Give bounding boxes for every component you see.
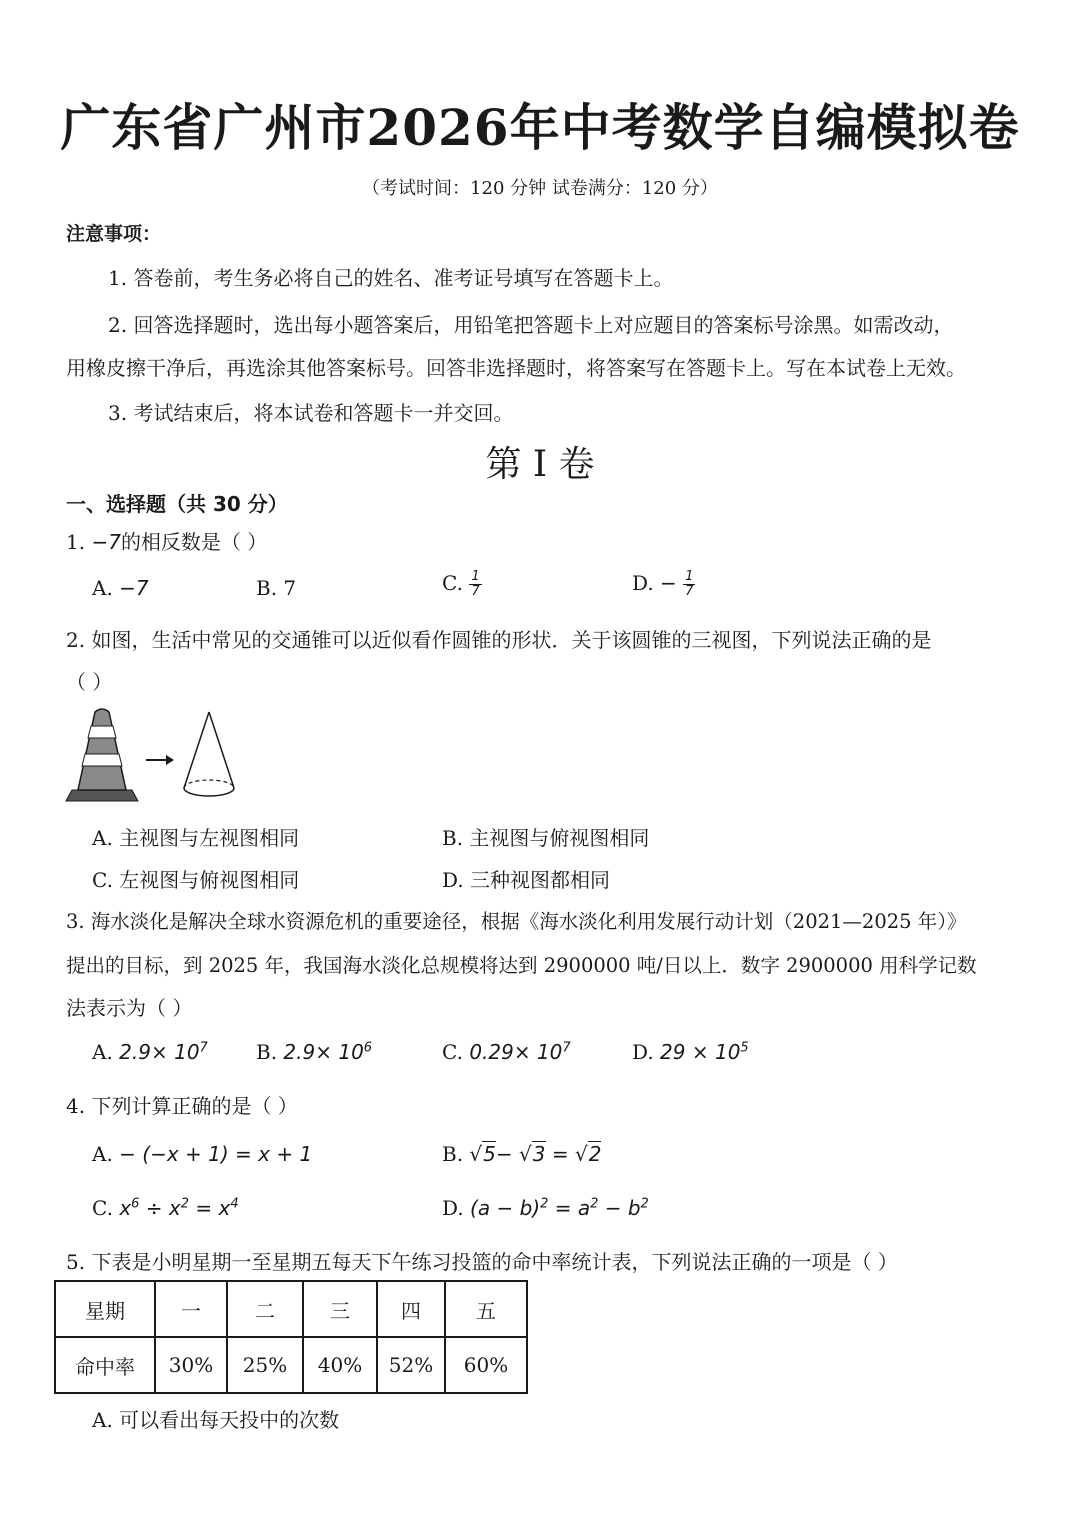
q4-option-a: A. − (−x + 1) = x + 1 (92, 1142, 313, 1166)
table-cell: 60% (445, 1337, 527, 1393)
question-2-stem-line-1: 2. 如图，生活中常见的交通锥可以近似看作圆锥的形状．关于该圆锥的三视图，下列说法正确的是 (66, 628, 932, 652)
part-title: 第 Ⅰ 卷 (485, 444, 595, 485)
q4-option-c: C. $x^6 \div x^2 = x^4$ (92, 1196, 239, 1220)
notice-item-3: 3. 考试结束后，将本试卷和答题卡一并交回。 (108, 401, 514, 425)
cone-diagram-icon (184, 712, 234, 796)
notice-item-2-line-1: 2. 回答选择题时，选出每小题答案后，用铅笔把答题卡上对应题目的答案标号涂黑。如需改动， (108, 313, 954, 337)
q1-option-a: A. −7 (92, 576, 149, 600)
q2-option-c: C. 左视图与俯视图相同 (92, 868, 300, 892)
exam-info: （考试时间：120 分钟 试卷满分：120 分） (362, 178, 718, 199)
traffic-cone-figure (62, 704, 242, 808)
traffic-cone-icon (66, 709, 138, 801)
question-1-stem: 1. −7的相反数是（ ） (66, 530, 268, 554)
page-title: 广东省广州市2026年中考数学自编模拟卷 (60, 98, 1020, 157)
q2-option-b: B. 主视图与俯视图相同 (442, 826, 650, 850)
section-title: 一、选择题（共 30 分） (66, 492, 288, 516)
table-row (55, 1337, 527, 1393)
table-cell: 三 (303, 1281, 377, 1337)
table-cell: 25% (227, 1337, 303, 1393)
question-3-stem-line-3: 法表示为（ ） (66, 996, 193, 1020)
notice-heading: 注意事项： (66, 223, 162, 245)
q3-option-b: B. $2.9\times 10^6$ (256, 1040, 373, 1064)
q3-option-c: C. $0.29\times 10^7$ (442, 1040, 571, 1064)
q2-option-a: A. 主视图与左视图相同 (92, 826, 300, 850)
question-2-stem-line-2: （ ） (66, 670, 113, 694)
q2-option-d: D. 三种视图都相同 (442, 868, 611, 892)
notice-item-1: 1. 答卷前，考生务必将自己的姓名、准考证号填写在答题卡上。 (108, 266, 674, 290)
table-cell: 五 (445, 1281, 527, 1337)
q1-option-d: D. − $\frac{1}{7}$ (632, 569, 694, 599)
table-cell: 二 (227, 1281, 303, 1337)
q4-option-d: D. $(a - b)^2 = a^2 - b^2$ (442, 1196, 649, 1220)
question-3-stem-line-2: 提出的目标，到 2025 年，我国海水淡化总规模将达到 2900000 吨/日以上．数字 2900000 用科学记数 (66, 954, 977, 977)
table-cell: 四 (377, 1281, 445, 1337)
q1-option-b: B. 7 (256, 576, 297, 600)
table-cell: 一 (155, 1281, 227, 1337)
q5-option-a: A. 可以看出每天投中的次数 (92, 1408, 340, 1432)
q1-expression: −7 (91, 530, 121, 554)
question-4-stem: 4. 下列计算正确的是（ ） (66, 1094, 298, 1118)
fraction: $\frac{1}{7}$ (471, 569, 480, 599)
question-5-stem: 5. 下表是小明星期一至星期五每天下午练习投篮的命中率统计表，下列说法正确的一项是（ ） (66, 1250, 898, 1274)
table-cell: 命中率 (55, 1337, 155, 1393)
q3-option-d: D. $29 \times 10^5$ (632, 1040, 749, 1064)
table-cell: 52% (377, 1337, 445, 1393)
hit-rate-table (54, 1280, 528, 1394)
q4-option-b: B. √5− √3 = √2 (442, 1142, 602, 1166)
q1-option-c: C. $\frac{1}{7}$ (442, 569, 480, 599)
q3-option-a: A. $2.9\times 10^7$ (92, 1040, 208, 1064)
table-row (55, 1281, 527, 1337)
notice-item-2-line-2: 用橡皮擦干净后，再选涂其他答案标号。回答非选择题时，将答案写在答题卡上。写在本试卷上无效。 (66, 356, 966, 380)
question-3-stem-line-1: 3. 海水淡化是解决全球水资源危机的重要途径，根据《海水淡化利用发展行动计划（2021—2025 年）》 (66, 910, 967, 933)
table-cell: 40% (303, 1337, 377, 1393)
fraction: $\frac{1}{7}$ (685, 569, 694, 599)
arrow-right-icon (146, 755, 174, 765)
table-cell: 30% (155, 1337, 227, 1393)
table-cell: 星期 (55, 1281, 155, 1337)
